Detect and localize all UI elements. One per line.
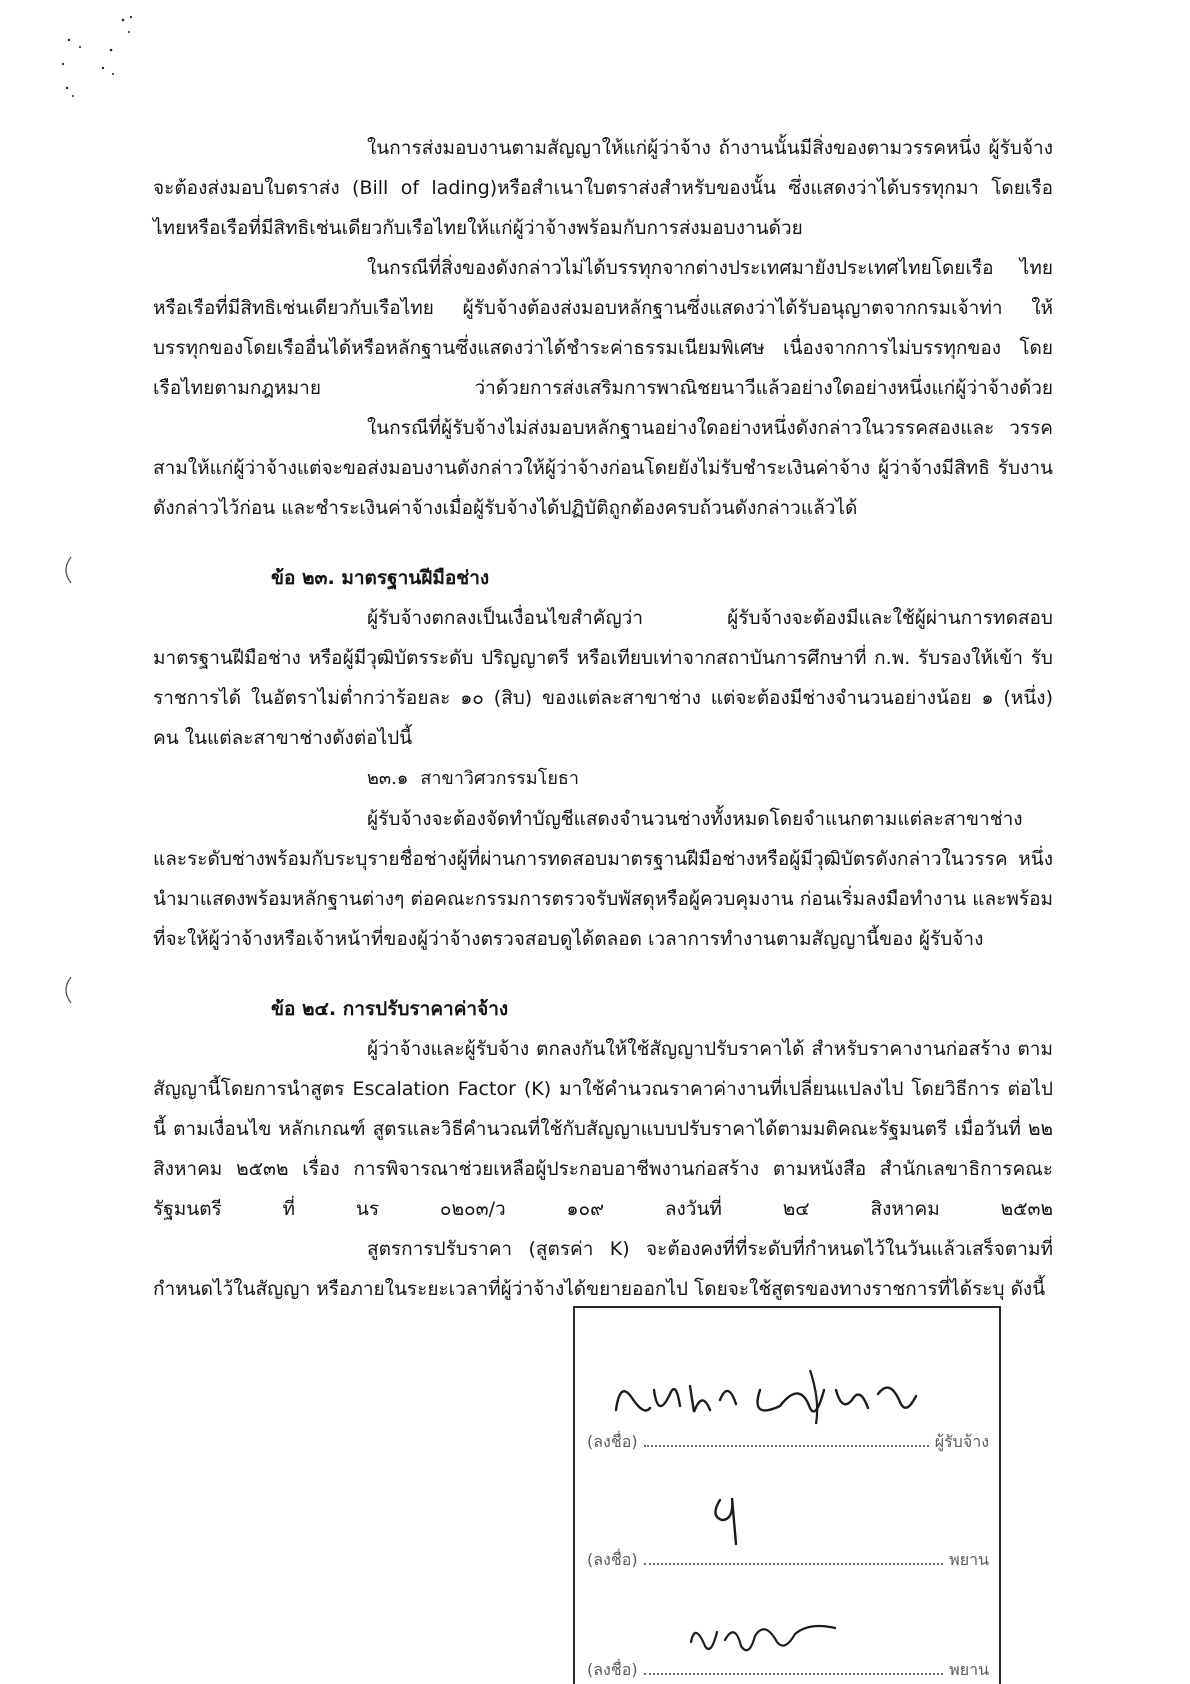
clause-24-heading: ข้อ ๒๔. การปรับราคาค่าจ้าง [271, 998, 509, 1020]
stamp-row-suffix: ผู้รับจ้าง [934, 1432, 989, 1451]
stamp-row-contractor [587, 1430, 989, 1455]
stamp-row-witness-1 [587, 1548, 989, 1573]
witness-1-signature [700, 1480, 780, 1550]
stamp-row-suffix: พยาน [949, 1550, 989, 1569]
dotted-line [644, 1433, 929, 1447]
subclause-title: สาขาวิศวกรรมโยธา [420, 768, 579, 789]
clause-23-heading: ข้อ ๒๓. มาตรฐานฝีมือช่าง [271, 567, 490, 589]
stamp-row-prefix: (ลงชื่อ) [587, 1550, 638, 1569]
paragraph-non-thai-vessel: ในกรณีที่สิ่งของดังกล่าวไม่ได้บรรทุกจากต่างประเทศมายังประเทศไทยโดยเรือ ไทยหรือเรือที่มีสิทธิเช่นเดียวกับเรือไทย ผู้รับจ้างต้องส่งมอบหลักฐานซึ่งแสดงว่าได้รับอนุญาตจากกรมเจ้าท่า ให้บรรทุกของโดยเรืออื่นได้หรือหลักฐานซึ่งแสดงว่าได้ชำระค่าธรรมเนียมพิเศษ เนื่องจากการไม่บรรทุกของ โดยเรือไทยตามกฎหมาย ว่าด้วยการส่งเสริมการพาณิชยนาวีแล้วอย่างใดอย่างหนึ่งแก่ผู้ว่าจ้างด้วย [153, 257, 1053, 399]
stamp-row-suffix: พยาน [949, 1660, 989, 1679]
subclause-number: ๒๓.๑ [367, 768, 409, 789]
clause-23-paragraph-1: ผู้รับจ้างตกลงเป็นเงื่อนไขสำคัญว่า ผู้รับจ้างจะต้องมีและใช้ผู้ผ่านการทดสอบ มาตรฐานฝีมือช่าง หรือผู้มีวุฒิบัตรระดับ ปริญญาตรี หรือเทียบเท่าจากสถาบันการศึกษาที่ ก.พ. รับรองให้เข้า รับราชการได้ ในอัตราไม่ต่ำกว่าร้อยละ ๑๐ (สิบ) ของแต่ละสาขาช่าง แต่จะต้องมีช่างจำนวนอย่างน้อย ๑ (หนึ่ง) คน ในแต่ละสาขาช่างดังต่อไปนี้ [153, 607, 1053, 749]
dotted-line [644, 1661, 944, 1675]
paragraph-missing-evidence: ในกรณีที่ผู้รับจ้างไม่ส่งมอบหลักฐานอย่างใดอย่างหนึ่งดังกล่าวในวรรคสองและ วรรคสามให้แก่ผู้ว่าจ้างแต่จะขอส่งมอบงานดังกล่าวให้ผู้ว่าจ้างก่อนโดยยังไม่รับชำระเงินค่าจ้าง ผู้ว่าจ้างมีสิทธิ รับงานดังกล่าวไว้ก่อน และชำระเงินค่าจ้างเมื่อผู้รับจ้างได้ปฏิบัติถูกต้องครบถ้วนดังกล่าวแล้วได้ [153, 417, 1053, 519]
clause-24-paragraph-2: สูตรการปรับราคา (สูตรค่า K) จะต้องคงที่ที่ระดับที่กำหนดไว้ในวันแล้วเสร็จตามที่ กำหนดไว้ในสัญญา หรือภายในระยะเวลาที่ผู้ว่าจ้างได้ขยายออกไป โดยจะใช้สูตรของทางราชการที่ได้ระบุ ดังนี้ [153, 1238, 1053, 1300]
stamp-row-prefix: (ลงชื่อ) [587, 1432, 638, 1451]
clause-23-1-subheading [153, 758, 1053, 799]
punch-mark [58, 555, 74, 585]
clause-24-paragraph-1: ผู้ว่าจ้างและผู้รับจ้าง ตกลงกันให้ใช้สัญญาปรับราคาได้ สำหรับราคางานก่อสร้าง ตามสัญญานี้โดยการนำสูตร Escalation Factor (K) มาใช้คำนวณราคาค่างานที่เปลี่ยนแปลงไป โดยวิธีการ ต่อไปนี้ ตามเงื่อนไข หลักเกณฑ์ สูตรและวิธีคำนวณที่ใช้กับสัญญาแบบปรับราคาได้ตามมติคณะรัฐมนตรี เมื่อวันที่ ๒๒ สิงหาคม ๒๕๓๒ เรื่อง การพิจารณาช่วยเหลือผู้ประกอบอาชีพงานก่อสร้าง ตามหนังสือ สำนักเลขาธิการคณะรัฐมนตรี ที่ นร ๐๒๐๓/ว ๑๐๙ ลงวันที่ ๒๔ สิงหาคม ๒๕๓๒ [153, 1038, 1053, 1220]
contractor-signature [610, 1360, 940, 1430]
document-body [153, 128, 1053, 1309]
dotted-line [644, 1551, 944, 1565]
scan-specks [55, 12, 155, 112]
witness-2-signature [685, 1612, 845, 1662]
punch-mark [58, 975, 74, 1005]
clause-23-paragraph-2: ผู้รับจ้างจะต้องจัดทำบัญชีแสดงจำนวนช่างทั้งหมดโดยจำแนกตามแต่ละสาขาช่าง และระดับช่างพร้อมกับระบุรายชื่อช่างผู้ที่ผ่านการทดสอบมาตรฐานฝีมือช่างหรือผู้มีวุฒิบัตรดังกล่าวในวรรค หนึ่งนำมาแสดงพร้อมหลักฐานต่างๆ ต่อคณะกรรมการตรวจรับพัสดุหรือผู้ควบคุมงาน ก่อนเริ่มลงมือทำงาน และพร้อมที่จะให้ผู้ว่าจ้างหรือเจ้าหน้าที่ของผู้ว่าจ้างตรวจสอบดูได้ตลอด เวลาการทำงานตามสัญญานี้ของ ผู้รับจ้าง [153, 808, 1053, 950]
stamp-row-prefix: (ลงชื่อ) [587, 1660, 638, 1679]
paragraph-bill-of-lading: ในการส่งมอบงานตามสัญญาให้แก่ผู้ว่าจ้าง ถ้างานนั้นมีสิ่งของตามวรรคหนึ่ง ผู้รับจ้างจะต้องส่งมอบใบตราส่ง (Bill of lading)หรือสำเนาใบตราส่งสำหรับของนั้น ซึ่งแสดงว่าได้บรรทุกมา โดยเรือไทยหรือเรือที่มีสิทธิเช่นเดียวกับเรือไทยให้แก่ผู้ว่าจ้างพร้อมกับการส่งมอบงานด้วย [153, 137, 1053, 239]
